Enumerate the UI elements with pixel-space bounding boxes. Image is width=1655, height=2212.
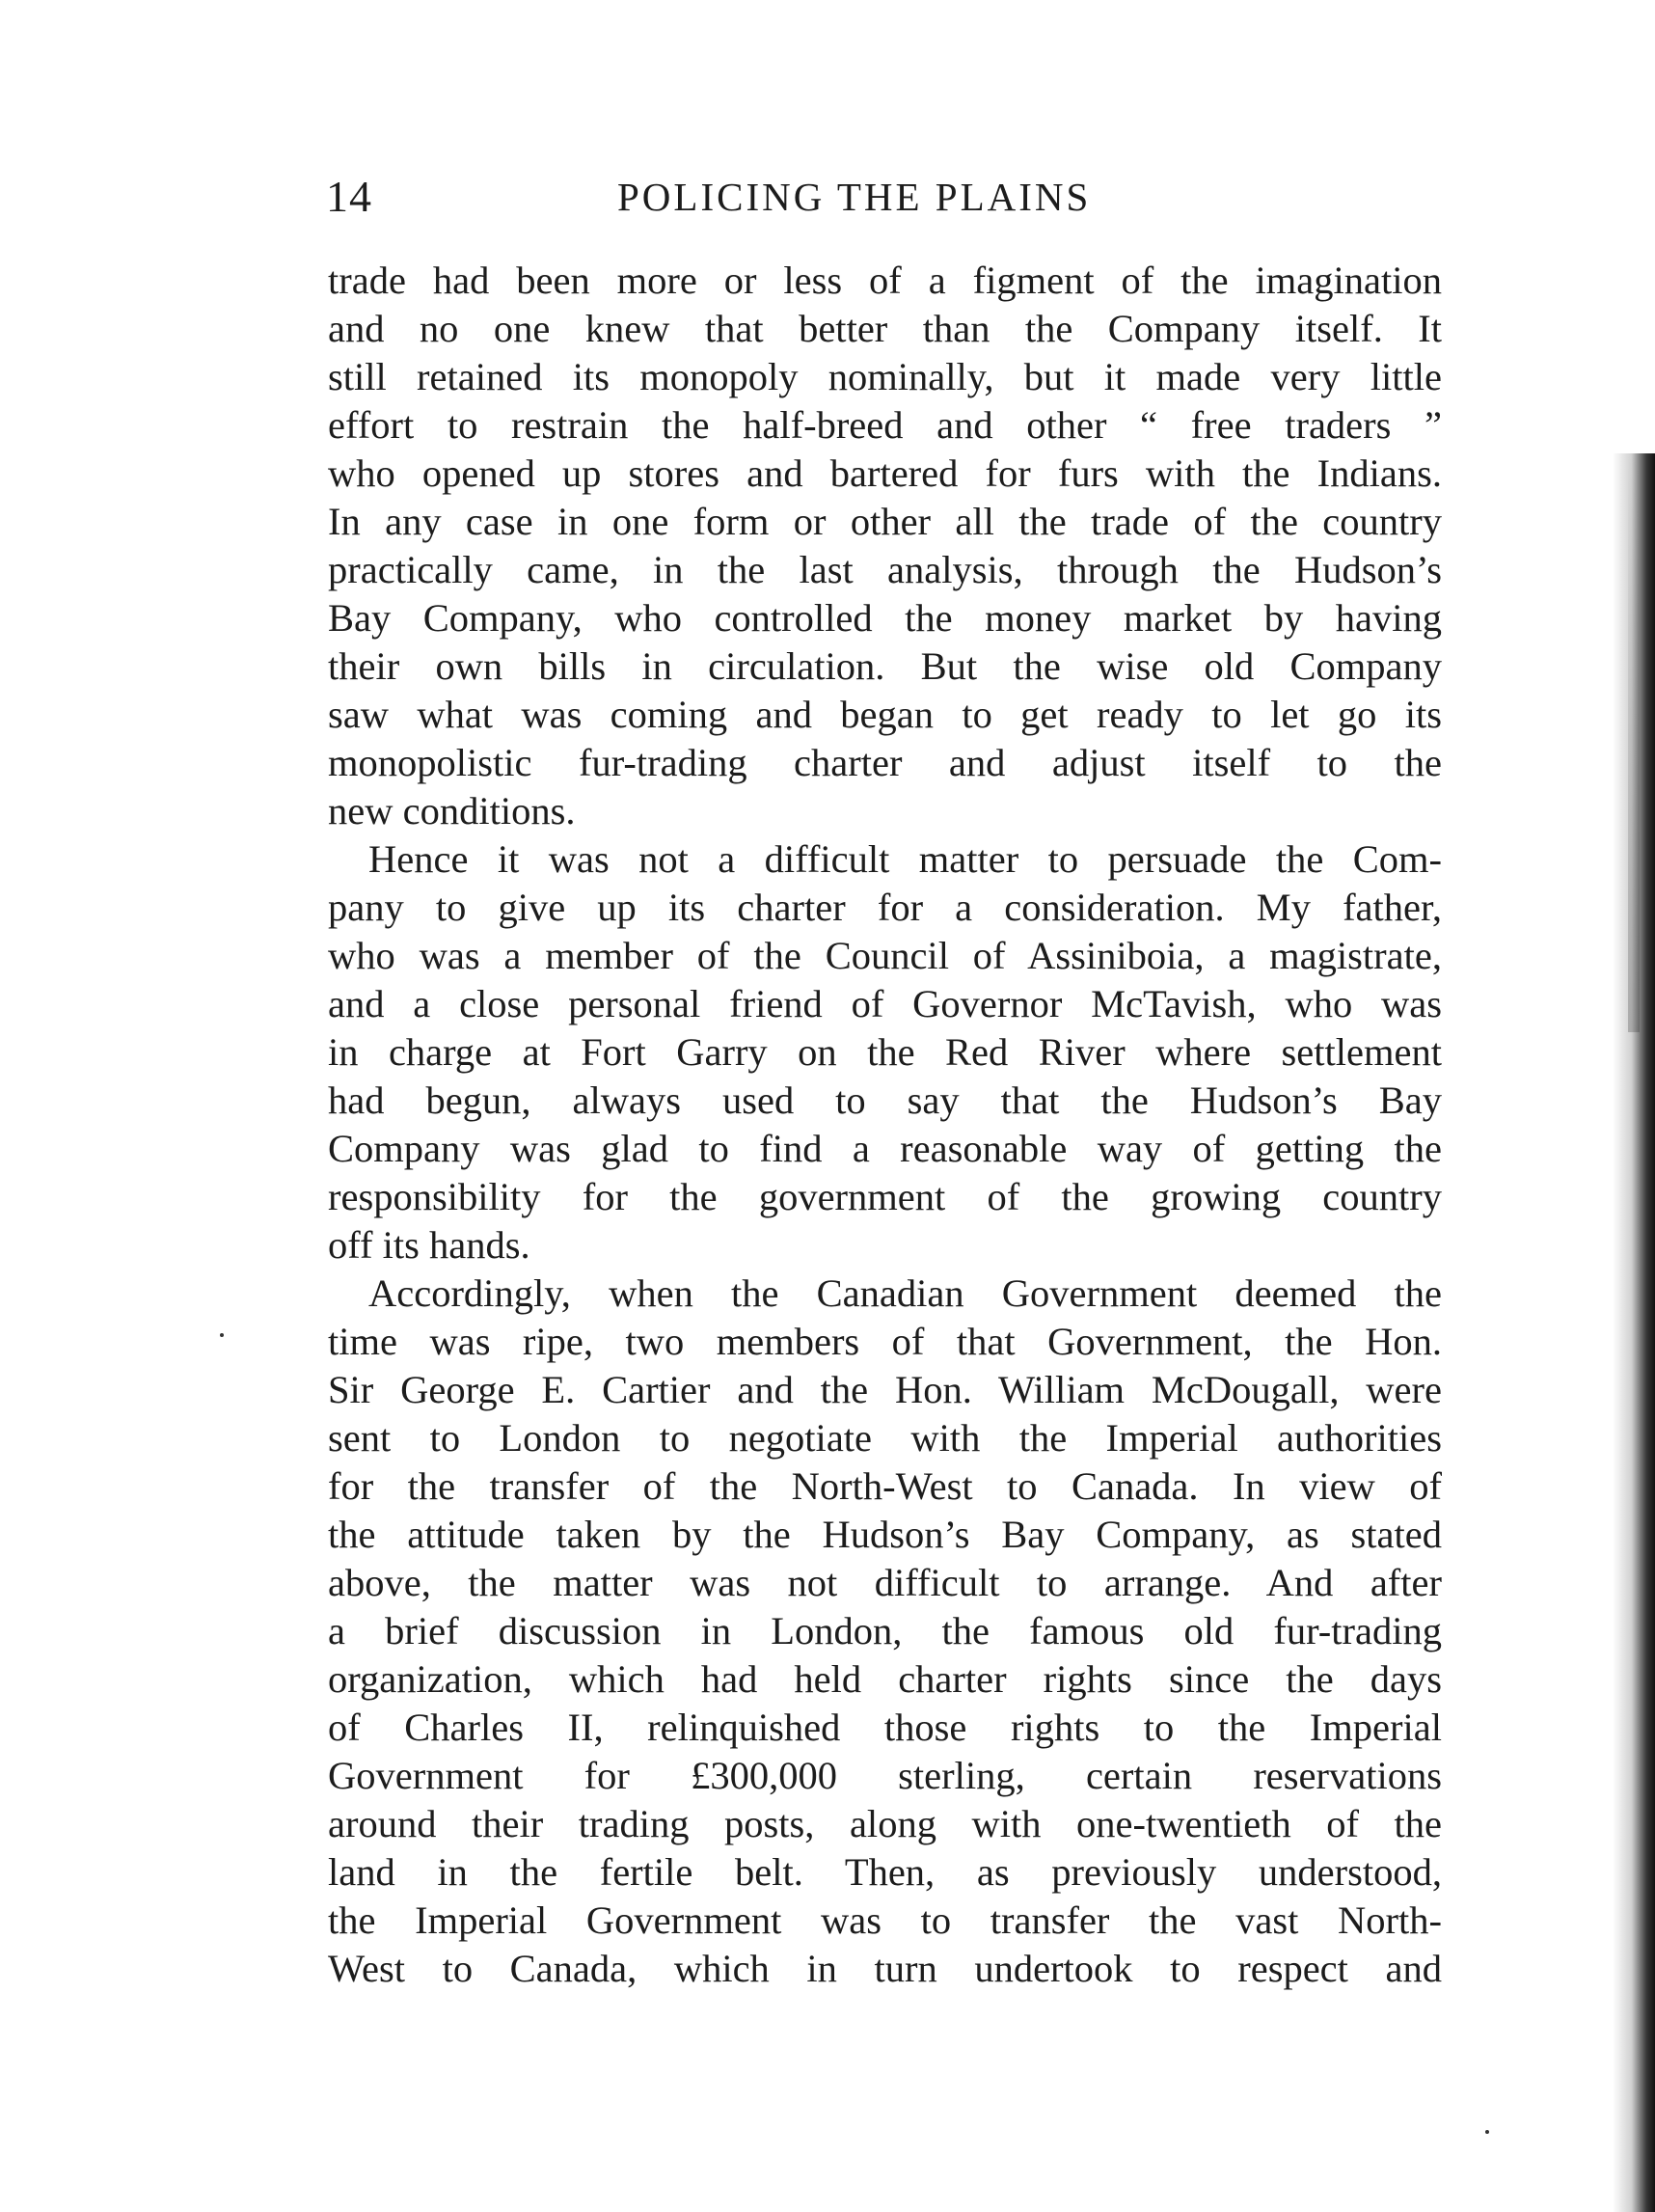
page-number: 14 [326,172,372,221]
text-line: their own bills in circulation. But the wise old Company [328,644,1442,688]
page-edge-shadow [1613,453,1655,2212]
text-line: in charge at Fort Garry on the Red River where settlement [328,1030,1442,1074]
text-line: Sir George E. Cartier and the Hon. William McDougall, were [328,1368,1442,1411]
text-line: time was ripe, two members of that Government, the Hon. [328,1320,1442,1363]
text-line: Company was glad to find a reasonable way of getting the [328,1127,1442,1170]
text-line: a brief discussion in London, the famous old fur-trading [328,1609,1442,1652]
text-line: and no one knew that better than the Company itself. It [328,307,1442,350]
text-line: of Charles II, relinquished those rights to the Imperial [328,1706,1442,1749]
text-line: the attitude taken by the Hudson’s Bay Company, as stated [328,1513,1442,1556]
text-line: the Imperial Government was to transfer the vast North- [328,1898,1442,1942]
text-line: sent to London to negotiate with the Imperial authorities [328,1416,1442,1460]
text-line: pany to give up its charter for a consideration. My father, [328,886,1442,929]
paragraph-start-line: Accordingly, when the Canadian Government deemed the [368,1271,1442,1315]
text-line: In any case in one form or other all the trade of the country [328,500,1442,543]
text-line: had begun, always used to say that the Hudson’s Bay [328,1079,1442,1122]
text-line: off its hands. [328,1223,530,1267]
scan-speck [220,1333,224,1337]
text-line: new conditions. [328,789,576,833]
scan-speck [1485,2130,1489,2134]
text-line: effort to restrain the half-breed and other “ free traders ” [328,403,1442,447]
text-line: practically came, in the last analysis, through the Hudson’s [328,548,1442,591]
text-line: and a close personal friend of Governor McTavish, who was [328,982,1442,1025]
paragraph-start-line: Hence it was not a difficult matter to persuade the Com- [368,837,1442,881]
text-line: responsibility for the government of the growing country [328,1175,1442,1218]
text-line: West to Canada, which in turn undertook to respect and [328,1947,1442,1990]
text-line: organization, which had held charter rights since the days [328,1657,1442,1701]
text-line: saw what was coming and began to get ready to let go its [328,693,1442,736]
text-line: around their trading posts, along with one-twentieth of the [328,1802,1442,1845]
text-line: land in the fertile belt. Then, as previously understood, [328,1850,1442,1894]
text-line: for the transfer of the North-West to Canada. In view of [328,1464,1442,1508]
text-line: monopolistic fur-trading charter and adjust itself to the [328,741,1442,784]
text-line: Bay Company, who controlled the money market by having [328,596,1442,640]
text-line: still retained its monopoly nominally, but it made very little [328,355,1442,398]
text-line: Government for £300,000 sterling, certain reservations [328,1754,1442,1797]
text-line: above, the matter was not difficult to arrange. And after [328,1561,1442,1604]
text-line: trade had been more or less of a figment of the imagination [328,259,1442,302]
body-text [328,257,1442,1993]
text-line: who was a member of the Council of Assiniboia, a magistrate, [328,934,1442,977]
text-line: who opened up stores and bartered for furs with the Indians. [328,451,1442,495]
running-head-title: POLICING THE PLAINS [617,175,1092,219]
